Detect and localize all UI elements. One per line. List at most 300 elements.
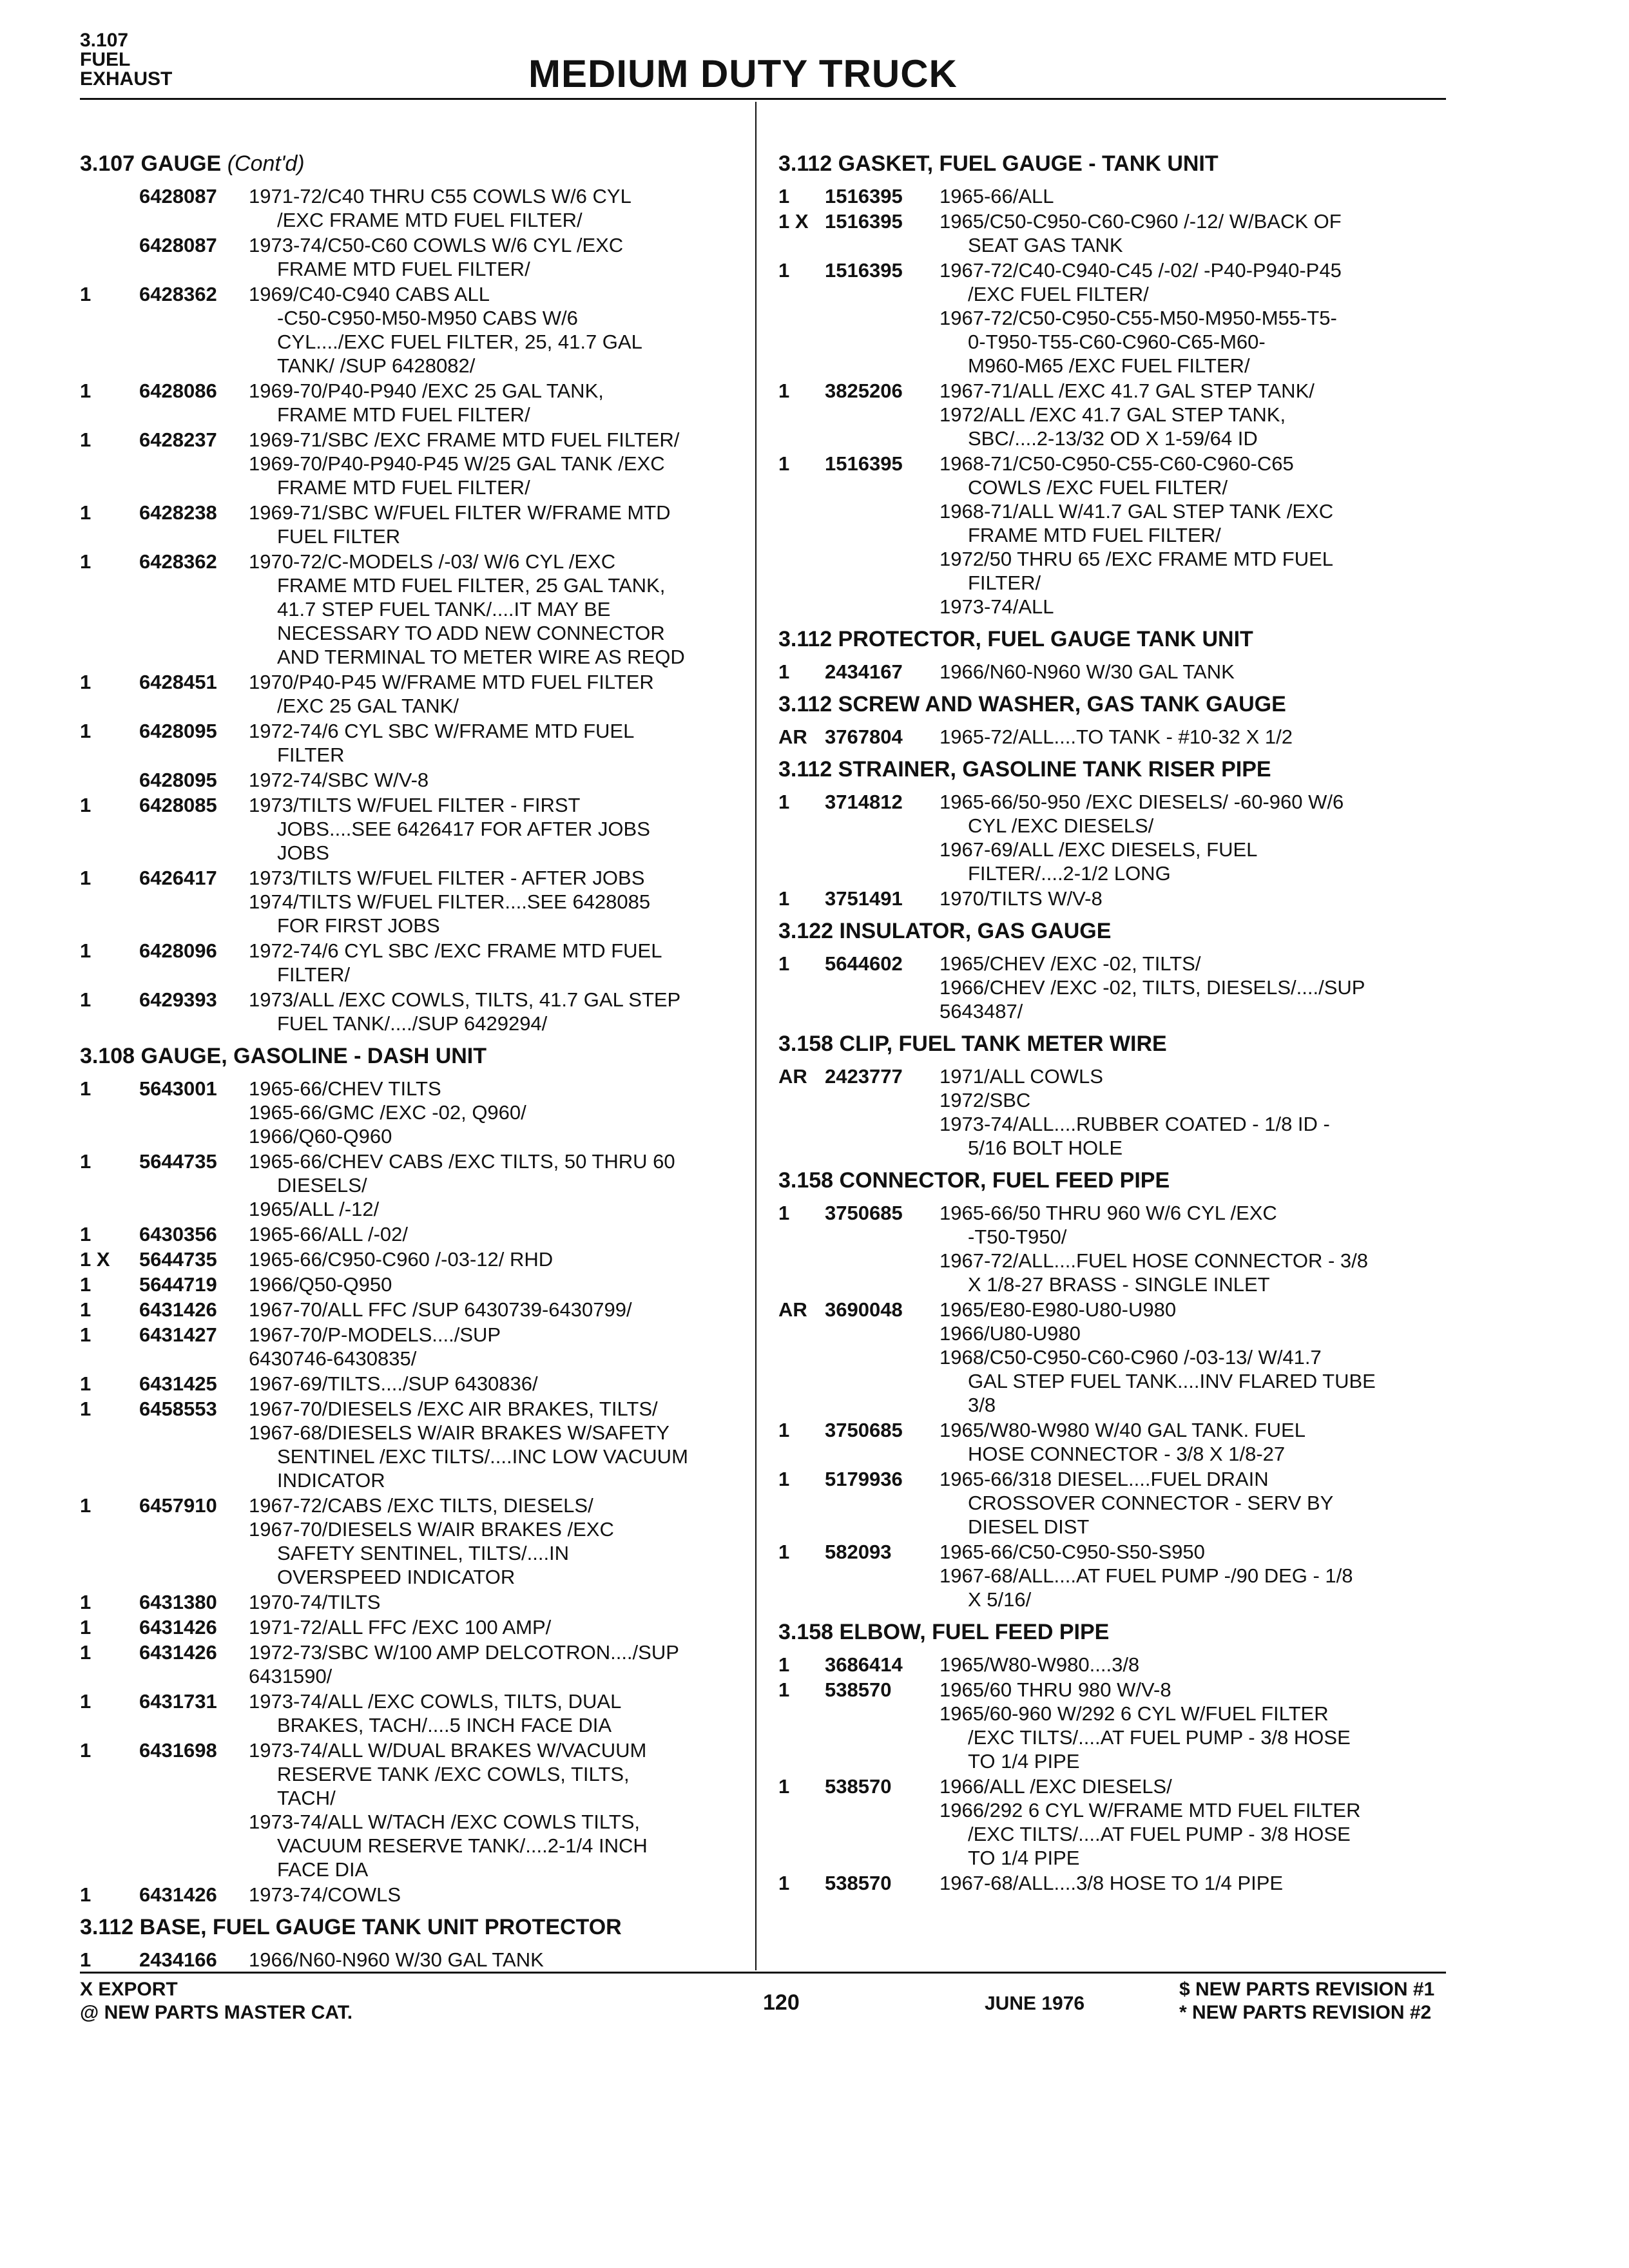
quantity: 1: [80, 1494, 92, 1517]
part-entry: [80, 1077, 750, 1148]
part-entry: [80, 1273, 750, 1296]
part-entry: [778, 1871, 1449, 1895]
description-line: 1967-68/DIESELS W/AIR BRAKES W/SAFETY: [249, 1421, 670, 1444]
section-title-suffix: (Cont'd): [227, 151, 305, 176]
part-entry: [80, 501, 750, 548]
description-line: 1971/ALL COWLS: [940, 1065, 1103, 1088]
quantity: AR: [778, 1298, 807, 1321]
description-line: 1968-71/ALL W/41.7 GAL STEP TANK /EXC: [940, 500, 1334, 523]
part-number: 6428362: [139, 550, 217, 573]
description-line: FACE DIA: [277, 1858, 369, 1881]
part-entry: [778, 790, 1449, 885]
description-line: FRAME MTD FUEL FILTER/: [277, 403, 530, 426]
column-divider: [755, 102, 757, 1970]
description-line: 1973/TILTS W/FUEL FILTER - AFTER JOBS: [249, 867, 645, 889]
description-line: 1973-74/ALL W/DUAL BRAKES W/VACUUM: [249, 1739, 647, 1762]
part-number: 6428087: [139, 185, 217, 207]
part-number: 3767804: [825, 726, 903, 748]
part-description: [249, 1247, 750, 1271]
description-line: 1965-72/ALL....TO TANK - #10-32 X 1/2: [940, 726, 1293, 748]
part-number: 6428085: [139, 794, 217, 816]
part-description: [940, 1540, 1449, 1611]
description-line: FRAME MTD FUEL FILTER/: [968, 524, 1221, 546]
description-line: 1965-66/318 DIESEL....FUEL DRAIN: [940, 1468, 1269, 1490]
part-number: 6429393: [139, 988, 217, 1011]
description-line: FUEL FILTER: [277, 525, 401, 548]
part-description: [249, 1273, 750, 1296]
description-line: FILTER/....2-1/2 LONG: [968, 862, 1171, 885]
quantity: 1: [80, 1616, 92, 1639]
description-line: 1971-72/ALL FFC /EXC 100 AMP/: [249, 1616, 552, 1639]
part-description: [940, 1653, 1449, 1677]
description-line: 6431590/: [249, 1665, 333, 1687]
part-entry: [778, 1064, 1449, 1160]
description-line: 1968-71/C50-C950-C55-C60-C960-C65: [940, 452, 1294, 475]
part-description: [940, 258, 1449, 378]
part-entry: [80, 1323, 750, 1370]
quantity: AR: [778, 1065, 807, 1088]
description-line: 1967-72/ALL....FUEL HOSE CONNECTOR - 3/8: [940, 1249, 1369, 1272]
part-description: [249, 1149, 750, 1221]
quantity: 1: [778, 887, 790, 910]
quantity: 1: [80, 1398, 92, 1420]
section-number: 3.122: [778, 919, 834, 943]
description-line: SEAT GAS TANK: [968, 234, 1123, 256]
description-line: 1966/N60-N960 W/30 GAL TANK: [940, 660, 1235, 683]
description-line: VACUUM RESERVE TANK/....2-1/4 INCH: [277, 1834, 648, 1857]
description-line: 5/16 BOLT HOLE: [968, 1137, 1123, 1159]
part-description: [940, 209, 1449, 257]
description-line: 1970-72/C-MODELS /-03/ W/6 CYL /EXC: [249, 550, 616, 573]
description-line: 1967-69/TILTS..../SUP 6430836/: [249, 1372, 538, 1395]
quantity: 1: [80, 1223, 92, 1245]
part-description: [940, 887, 1449, 910]
part-number: 6431426: [139, 1298, 217, 1321]
description-line: 1971-72/C40 THRU C55 COWLS W/6 CYL: [249, 185, 631, 207]
description-line: 1965-66/C950-C960 /-03-12/ RHD: [249, 1248, 554, 1271]
description-line: /EXC FRAME MTD FUEL FILTER/: [277, 209, 583, 231]
part-description: [249, 1372, 750, 1396]
quantity: [80, 233, 139, 281]
part-entry: [80, 1247, 750, 1271]
description-line: 1973-74/ALL: [940, 595, 1054, 618]
description-line: X 1/8-27 BRASS - SINGLE INLET: [968, 1273, 1270, 1296]
section-heading: [778, 1168, 1449, 1193]
part-entry: [80, 1883, 750, 1907]
part-description: [249, 428, 750, 499]
part-entry: [80, 1222, 750, 1246]
description-line: 1972-73/SBC W/100 AMP DELCOTRON..../SUP: [249, 1641, 679, 1664]
description-line: 1966/292 6 CYL W/FRAME MTD FUEL FILTER: [940, 1799, 1361, 1821]
part-entry: [778, 725, 1449, 749]
section-code-number: 3.107: [80, 30, 129, 51]
description-line: 1972-74/6 CYL SBC /EXC FRAME MTD FUEL: [249, 939, 662, 962]
left-column: [80, 151, 750, 1972]
description-line: 1970/P40-P45 W/FRAME MTD FUEL FILTER: [249, 671, 654, 693]
part-description: [249, 1948, 750, 1972]
description-line: 6430746-6430835/: [249, 1347, 417, 1370]
quantity: 1: [80, 283, 92, 305]
part-entry: [778, 1653, 1449, 1677]
section-heading: [778, 626, 1449, 652]
quantity: [80, 184, 139, 232]
description-line: 1972/ALL /EXC 41.7 GAL STEP TANK,: [940, 403, 1286, 426]
part-number: 1516395: [825, 210, 903, 233]
section-heading: [778, 151, 1449, 177]
description-line: 1965-66/GMC /EXC -02, Q960/: [249, 1101, 526, 1124]
part-number: 6431427: [139, 1323, 217, 1346]
quantity: 1: [80, 1591, 92, 1613]
part-description: [249, 501, 750, 548]
part-number: 3690048: [825, 1298, 903, 1321]
description-line: 1965-66/ALL: [940, 185, 1054, 207]
description-line: 1972/SBC: [940, 1089, 1031, 1111]
quantity: 1: [80, 1690, 92, 1713]
section-title: BASE, FUEL GAUGE TANK UNIT PROTECTOR: [139, 1915, 622, 1939]
description-line: 1966/Q60-Q960: [249, 1125, 392, 1148]
part-entry: [80, 1689, 750, 1737]
part-description: [940, 790, 1449, 885]
part-description: [940, 1678, 1449, 1773]
part-entry: [80, 1590, 750, 1614]
quantity: 1: [778, 1872, 790, 1894]
quantity: 1: [80, 380, 92, 402]
part-entry: [80, 428, 750, 499]
part-number: 6431698: [139, 1739, 217, 1762]
description-line: 1965-66/ALL /-02/: [249, 1223, 409, 1245]
part-entry: [80, 184, 750, 232]
description-line: CYL..../EXC FUEL FILTER, 25, 41.7 GAL: [277, 331, 642, 353]
part-entry: [778, 258, 1449, 378]
quantity: 1 X: [778, 210, 809, 233]
description-line: 1965/W80-W980....3/8: [940, 1653, 1140, 1676]
section-number: 3.112: [778, 757, 833, 782]
description-line: SBC/....2-13/32 OD X 1-59/64 ID: [968, 427, 1258, 450]
part-description: [249, 1397, 750, 1492]
description-line: 1967-68/ALL....3/8 HOSE TO 1/4 PIPE: [940, 1872, 1284, 1894]
part-description: [940, 1298, 1449, 1417]
quantity: 1: [80, 720, 92, 742]
description-line: CYL /EXC DIESELS/: [968, 814, 1154, 837]
quantity: 1: [80, 1948, 92, 1971]
description-line: 1965/ALL /-12/: [249, 1198, 380, 1220]
quantity: 1: [80, 939, 92, 962]
part-entry: [778, 660, 1449, 684]
description-line: 0-T950-T55-C60-C960-C65-M60-: [968, 331, 1266, 353]
footer-divider: [80, 1972, 1446, 1974]
description-line: 1967-72/C50-C950-C55-M50-M950-M55-T5-: [940, 307, 1337, 329]
description-line: FRAME MTD FUEL FILTER/: [277, 258, 530, 280]
section-number: 3.158: [778, 1620, 834, 1644]
part-number: 5179936: [825, 1468, 903, 1490]
part-description: [249, 282, 750, 378]
part-description: [940, 660, 1449, 684]
section-heading: [778, 1031, 1449, 1057]
description-line: /EXC TILTS/....AT FUEL PUMP - 3/8 HOSE: [968, 1823, 1351, 1845]
page-number: 120: [763, 1990, 800, 2015]
section-number: 3.158: [778, 1032, 834, 1056]
part-description: [249, 1615, 750, 1639]
legend-revision-1: $ NEW PARTS REVISION #1: [1179, 1979, 1435, 2000]
part-entry: [778, 1540, 1449, 1611]
description-line: 1967-72/C40-C940-C45 /-02/ -P40-P940-P45: [940, 259, 1342, 282]
description-line: 3/8: [968, 1394, 996, 1416]
part-number: 538570: [825, 1872, 892, 1894]
part-entry: [80, 379, 750, 427]
legend-master-cat: @ NEW PARTS MASTER CAT.: [80, 2002, 353, 2023]
part-description: [249, 379, 750, 427]
quantity: 1: [80, 1150, 92, 1173]
part-entry: [80, 1397, 750, 1492]
part-entry: [80, 1640, 750, 1688]
part-number: 538570: [825, 1678, 892, 1701]
description-line: AND TERMINAL TO METER WIRE AS REQD: [277, 646, 685, 668]
description-line: FOR FIRST JOBS: [277, 914, 440, 937]
section-heading: [80, 151, 750, 177]
footer-legend-right: [1179, 1978, 1434, 2024]
part-number: 5644719: [139, 1273, 217, 1296]
description-line: DIESEL DIST: [968, 1515, 1090, 1538]
description-line: 1966/CHEV /EXC -02, TILTS, DIESELS/..../SUP: [940, 976, 1365, 999]
part-number: 3714812: [825, 791, 903, 813]
quantity: 1: [778, 1419, 790, 1441]
quantity: 1: [778, 1678, 790, 1701]
section-title: SCREW AND WASHER, GAS TANK GAUGE: [838, 692, 1286, 716]
section-number: 3.112: [778, 627, 833, 651]
quantity: 1: [80, 1298, 92, 1321]
part-number: 538570: [825, 1775, 892, 1798]
part-entry: [80, 282, 750, 378]
quantity: 1: [778, 1202, 790, 1224]
right-column: [778, 151, 1449, 1895]
section-title: ELBOW, FUEL FEED PIPE: [839, 1620, 1110, 1644]
publication-date: JUNE 1976: [985, 1993, 1085, 2014]
description-line: FILTER/: [968, 572, 1041, 594]
part-entry: [80, 866, 750, 937]
quantity: 1: [778, 1653, 790, 1676]
description-line: 1965-66/50-950 /EXC DIESELS/ -60-960 W/6: [940, 791, 1344, 813]
description-line: 1973-74/C50-C60 COWLS W/6 CYL /EXC: [249, 234, 624, 256]
description-line: -C50-C950-M50-M950 CABS W/6: [277, 307, 578, 329]
header-divider: [80, 98, 1446, 100]
part-number: 6428237: [139, 428, 217, 451]
quantity: 1: [778, 1775, 790, 1798]
description-line: 1972-74/6 CYL SBC W/FRAME MTD FUEL: [249, 720, 635, 742]
part-entry: [80, 719, 750, 767]
part-description: [249, 1689, 750, 1737]
part-number: 6428096: [139, 939, 217, 962]
quantity: 1: [80, 1323, 92, 1346]
quantity: 1: [80, 428, 92, 451]
quantity: 1: [80, 988, 92, 1011]
part-entry: [80, 1372, 750, 1396]
description-line: JOBS....SEE 6426417 FOR AFTER JOBS: [277, 818, 650, 840]
part-description: [249, 939, 750, 986]
part-number: 6428451: [139, 671, 217, 693]
description-line: FRAME MTD FUEL FILTER, 25 GAL TANK,: [277, 574, 666, 597]
description-line: 1970-74/TILTS: [249, 1591, 381, 1613]
part-number: 3750685: [825, 1202, 903, 1224]
description-line: 1967-72/CABS /EXC TILTS, DIESELS/: [249, 1494, 593, 1517]
quantity: 1: [80, 1739, 92, 1762]
section-title: GAUGE: [140, 151, 222, 176]
part-number: 6428238: [139, 501, 217, 524]
description-line: 1967-70/DIESELS /EXC AIR BRAKES, TILTS/: [249, 1398, 658, 1420]
description-line: TANK/ /SUP 6428082/: [277, 354, 476, 377]
part-entry: [778, 1467, 1449, 1539]
section-title: STRAINER, GASOLINE TANK RISER PIPE: [838, 757, 1271, 782]
part-number: 5644735: [139, 1248, 217, 1271]
description-line: M960-M65 /EXC FUEL FILTER/: [968, 354, 1250, 377]
section-title: INSULATOR, GAS GAUGE: [839, 919, 1112, 943]
part-number: 6426417: [139, 867, 217, 889]
part-entry: [778, 184, 1449, 208]
part-description: [940, 379, 1449, 450]
section-code-subgroup: EXHAUST: [80, 68, 173, 90]
part-number: 2434167: [825, 660, 903, 683]
description-line: FUEL TANK/..../SUP 6429294/: [277, 1012, 548, 1035]
description-line: 1969-71/SBC W/FUEL FILTER W/FRAME MTD: [249, 501, 671, 524]
part-number: 6431731: [139, 1690, 217, 1713]
part-entry: [80, 1494, 750, 1589]
quantity: 1: [80, 794, 92, 816]
description-line: 1967-70/P-MODELS..../SUP: [249, 1323, 501, 1346]
part-number: 6428095: [139, 769, 217, 791]
quantity: 1: [778, 452, 790, 475]
section-heading: [80, 1914, 750, 1940]
description-line: 1966/N60-N960 W/30 GAL TANK: [249, 1948, 544, 1971]
footer-legend-left: [80, 1978, 352, 2024]
part-entry: [778, 952, 1449, 1023]
part-description: [249, 768, 750, 792]
description-line: 1965-66/C50-C950-S50-S950: [940, 1541, 1205, 1563]
description-line: 41.7 STEP FUEL TANK/....IT MAY BE: [277, 598, 611, 620]
description-line: 1969-70/P40-P940 /EXC 25 GAL TANK,: [249, 380, 604, 402]
part-description: [249, 1323, 750, 1370]
part-description: [249, 1494, 750, 1589]
quantity: 1: [778, 952, 790, 975]
description-line: SENTINEL /EXC TILTS/....INC LOW VACUUM: [277, 1445, 688, 1468]
description-line: 1965/C50-C950-C60-C960 /-12/ W/BACK OF: [940, 210, 1342, 233]
part-entry: [778, 1418, 1449, 1466]
part-number: 3686414: [825, 1653, 903, 1676]
description-line: FRAME MTD FUEL FILTER/: [277, 476, 530, 499]
description-line: 5643487/: [940, 1000, 1023, 1023]
part-entry: [80, 1738, 750, 1881]
description-line: DIESELS/: [277, 1174, 367, 1196]
part-entry: [80, 670, 750, 718]
part-number: 3750685: [825, 1419, 903, 1441]
description-line: 1965-66/50 THRU 960 W/6 CYL /EXC: [940, 1202, 1277, 1224]
description-line: SAFETY SENTINEL, TILTS/....IN: [277, 1542, 570, 1564]
description-line: 1965/60 THRU 980 W/V-8: [940, 1678, 1171, 1701]
legend-revision-2: * NEW PARTS REVISION #2: [1179, 2002, 1432, 2023]
part-entry: [80, 793, 750, 865]
part-number: 6428095: [139, 720, 217, 742]
part-description: [249, 1298, 750, 1321]
part-description: [249, 1738, 750, 1881]
quantity: 1: [778, 660, 790, 683]
description-line: CROSSOVER CONNECTOR - SERV BY: [968, 1492, 1334, 1514]
part-description: [940, 1418, 1449, 1466]
part-description: [940, 1064, 1449, 1160]
quantity: 1: [778, 185, 790, 207]
section-heading: [778, 918, 1449, 944]
section-code-group: FUEL: [80, 49, 131, 70]
description-line: TO 1/4 PIPE: [968, 1847, 1080, 1869]
description-line: 1973-74/ALL....RUBBER COATED - 1/8 ID -: [940, 1113, 1330, 1135]
part-description: [249, 1883, 750, 1907]
part-number: 1516395: [825, 259, 903, 282]
quantity: 1: [778, 1541, 790, 1563]
quantity: 1: [80, 671, 92, 693]
section-number: 3.112: [778, 692, 833, 716]
description-line: 1967-70/DIESELS W/AIR BRAKES /EXC: [249, 1518, 614, 1541]
section-title: GASKET, FUEL GAUGE - TANK UNIT: [838, 151, 1219, 176]
description-line: 1969-70/P40-P940-P45 W/25 GAL TANK /EXC: [249, 452, 665, 475]
part-description: [249, 670, 750, 718]
description-line: 1973-74/COWLS: [249, 1883, 401, 1906]
part-entry: [778, 887, 1449, 910]
quantity: 1 X: [80, 1248, 110, 1271]
part-entry: [80, 1615, 750, 1639]
part-entry: [80, 550, 750, 669]
description-line: /EXC 25 GAL TANK/: [277, 695, 459, 717]
description-line: 1965/E80-E980-U80-U980: [940, 1298, 1177, 1321]
part-description: [940, 725, 1449, 749]
part-entry: [80, 939, 750, 986]
part-entry: [80, 988, 750, 1035]
description-line: GAL STEP FUEL TANK....INV FLARED TUBE: [968, 1370, 1376, 1392]
part-number: 6428362: [139, 283, 217, 305]
description-line: 1967-68/ALL....AT FUEL PUMP -/90 DEG - 1/8: [940, 1564, 1353, 1587]
section-number: 3.108: [80, 1044, 135, 1068]
quantity: 1: [80, 1883, 92, 1906]
part-number: 6457910: [139, 1494, 217, 1517]
description-line: 1966/ALL /EXC DIESELS/: [940, 1775, 1172, 1798]
quantity: AR: [778, 726, 807, 748]
description-line: FILTER: [277, 744, 345, 766]
description-line: 1973/TILTS W/FUEL FILTER - FIRST: [249, 794, 581, 816]
part-entry: [778, 452, 1449, 619]
part-number: 582093: [825, 1541, 892, 1563]
part-entry: [80, 768, 750, 792]
quantity: 1: [778, 791, 790, 813]
quantity: 1: [80, 1273, 92, 1296]
legend-export: X EXPORT: [80, 1979, 178, 2000]
part-number: 2434166: [139, 1948, 217, 1971]
part-description: [249, 1590, 750, 1614]
part-entry: [80, 1298, 750, 1321]
description-line: 1965/60-960 W/292 6 CYL W/FUEL FILTER: [940, 1702, 1329, 1725]
description-line: 1968/C50-C950-C60-C960 /-03-13/ W/41.7: [940, 1346, 1322, 1369]
part-description: [249, 1222, 750, 1246]
description-line: COWLS /EXC FUEL FILTER/: [968, 476, 1228, 499]
part-entry: [80, 233, 750, 281]
part-description: [249, 793, 750, 865]
part-entry: [778, 1201, 1449, 1296]
part-description: [940, 1467, 1449, 1539]
quantity: 1: [778, 1468, 790, 1490]
description-line: 1967-71/ALL /EXC 41.7 GAL STEP TANK/: [940, 380, 1315, 402]
part-entry: [778, 1678, 1449, 1773]
part-number: 6431425: [139, 1372, 217, 1395]
description-line: 1965/W80-W980 W/40 GAL TANK. FUEL: [940, 1419, 1306, 1441]
quantity: [80, 768, 139, 792]
description-line: 1965-66/CHEV CABS /EXC TILTS, 50 THRU 60: [249, 1150, 675, 1173]
description-line: 1974/TILTS W/FUEL FILTER....SEE 6428085: [249, 890, 651, 913]
description-line: 1969/C40-C940 CABS ALL: [249, 283, 490, 305]
